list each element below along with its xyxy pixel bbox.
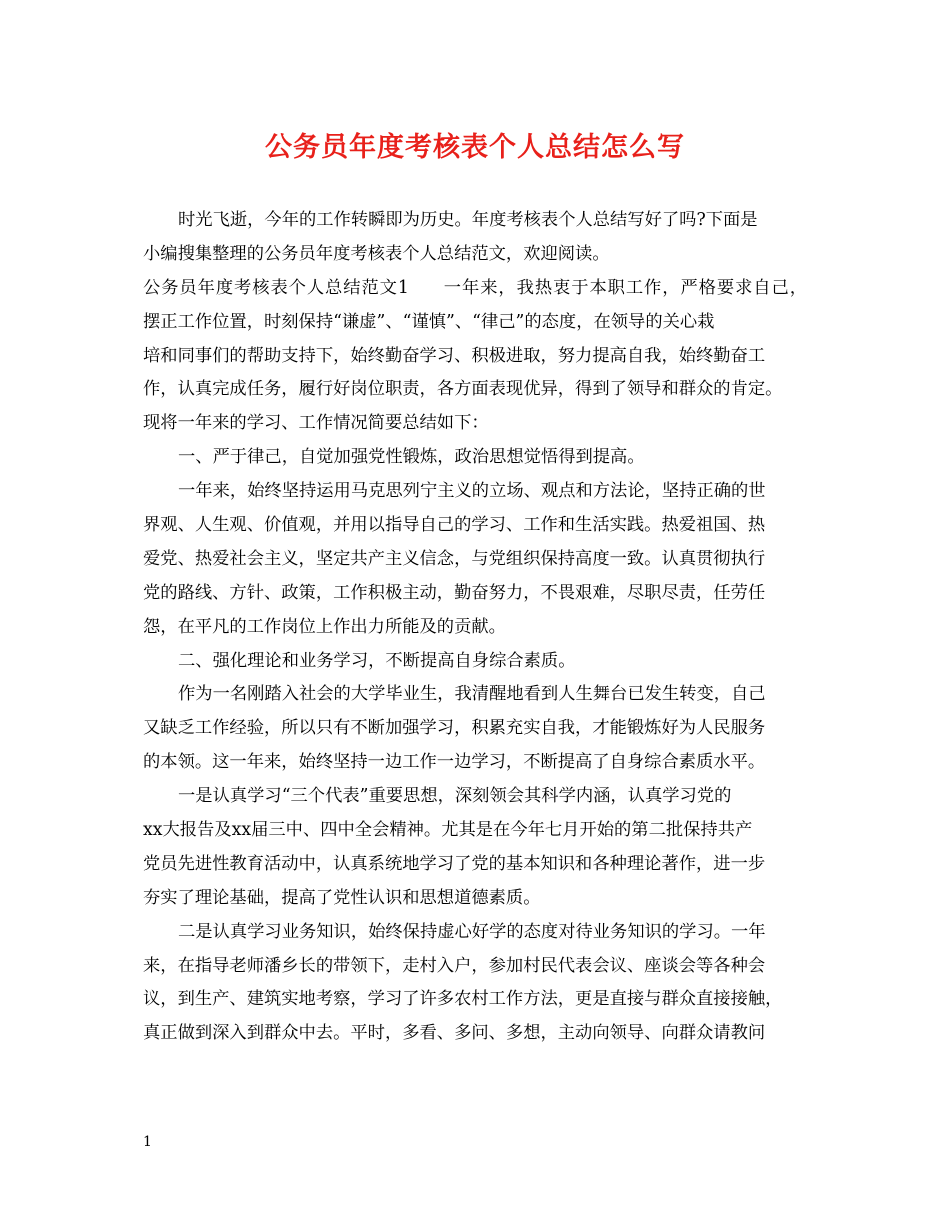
section-heading: 二、强化理论和业务学习，不断提高自身综合素质。 bbox=[178, 650, 576, 671]
paragraph-line: 现将一年来的学习、工作情况简要总结如下： bbox=[143, 413, 489, 434]
paragraph-line: 爱党、热爱社会主义，坚定共产主义信念，与党组织保持高度一致。认真贯彻执行 bbox=[143, 548, 766, 569]
document-title: 公务员年度考核表个人总结怎么写 bbox=[265, 132, 685, 163]
paragraph-line: 培和同事们的帮助支持下，始终勤奋学习、积极进取，努力提高自我，始终勤奋工 bbox=[143, 345, 766, 366]
paragraph-line: 界观、人生观、价值观，并用以指导自己的学习、工作和生活实践。热爱祖国、热 bbox=[143, 515, 766, 536]
paragraph-line: 的本领。这一年来，始终坚持一边工作一边学习，不断提高了自身综合素质水平。 bbox=[143, 752, 766, 773]
paragraph-line: 来，在指导老师潘乡长的带领下，走村入户，参加村民代表会议、座谈会等各种会 bbox=[143, 955, 766, 976]
paragraph-line: 二是认真学习业务知识，始终保持虚心好学的态度对待业务知识的学习。一年 bbox=[178, 921, 766, 942]
paragraph-line: 夯实了理论基础，提高了党性认识和思想道德素质。 bbox=[143, 887, 541, 908]
paragraph-line: 党员先进性教育活动中，认真系统地学习了党的基本知识和各种理论著作，进一步 bbox=[143, 853, 766, 874]
page-number: 1 bbox=[143, 1134, 152, 1150]
paragraph-line: 作为一名刚踏入社会的大学毕业生，我清醒地看到人生舞台已发生转变，自己 bbox=[178, 684, 766, 705]
paragraph-line: 真正做到深入到群众中去。平时，多看、多问、多想，主动向领导、向群众请教问 bbox=[143, 1023, 766, 1044]
paragraph-line: 议，到生产、建筑实地考察，学习了许多农村工作方法，更是直接与群众直接接触， bbox=[143, 989, 783, 1010]
paragraph-line: xx大报告及xx届三中、四中全会精神。尤其是在今年七月开始的第二批保持共产 bbox=[143, 820, 753, 841]
paragraph-line: 一年来，始终坚持运用马克思列宁主义的立场、观点和方法论，坚持正确的世 bbox=[178, 481, 766, 502]
paragraph-line: 一是认真学习“三个代表”重要思想，深刻领会其科学内涵，认真学习党的 bbox=[178, 786, 732, 807]
paragraph-line: 党的路线、方针、政策，工作积极主动，勤奋努力，不畏艰难，尽职尽责，任劳任 bbox=[143, 582, 766, 603]
paragraph-line: 摆正工作位置，时刻保持“谦虚”、“谨慎”、“律己”的态度，在领导的关心栽 bbox=[143, 311, 715, 332]
paragraph-text: 一年来，我热衷于本职工作，严格要求自己， bbox=[442, 277, 807, 298]
paragraph-line: 作，认真完成任务，履行好岗位职责，各方面表现优异，得到了领导和群众的肯定。 bbox=[143, 379, 783, 400]
section-heading: 公务员年度考核表个人总结范文1 bbox=[143, 277, 409, 298]
section-heading: 一、严于律己，自觉加强党性锻炼，政治思想觉悟得到提高。 bbox=[178, 447, 645, 468]
paragraph-line: 小编搜集整理的公务员年度考核表个人总结范文，欢迎阅读。 bbox=[143, 243, 610, 264]
document-body bbox=[143, 204, 807, 1051]
paragraph-line: 又缺乏工作经验，所以只有不断加强学习，积累充实自我，才能锻炼好为人民服务 bbox=[143, 718, 766, 739]
paragraph-line: 怨，在平凡的工作岗位上作出力所能及的贡献。 bbox=[143, 616, 506, 637]
paragraph-line: 时光飞逝，今年的工作转瞬即为历史。年度考核表个人总结写好了吗?下面是 bbox=[178, 210, 758, 230]
paragraph-line bbox=[143, 272, 807, 306]
